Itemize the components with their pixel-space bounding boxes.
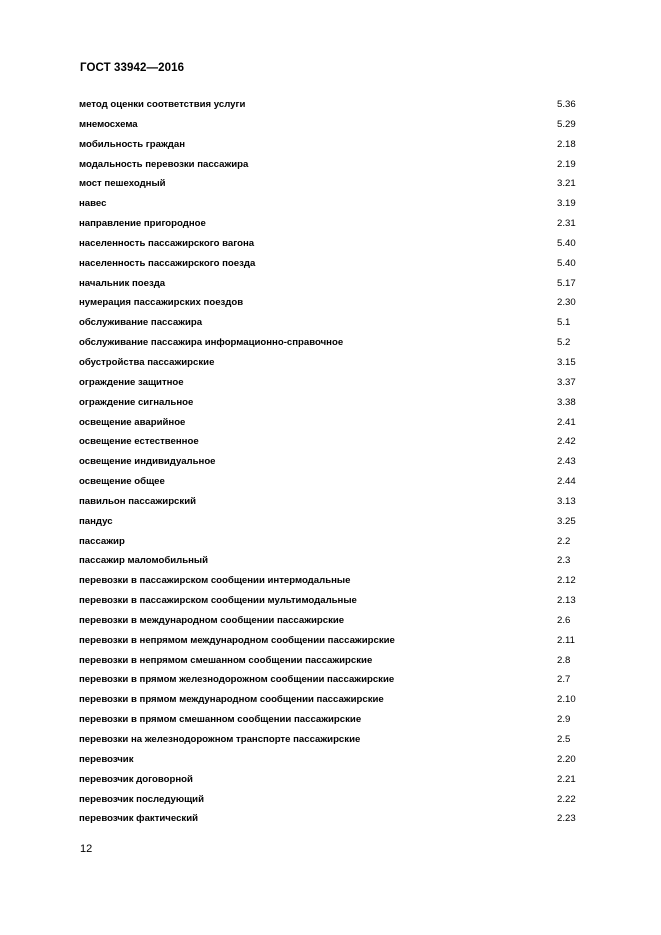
index-entry	[79, 333, 599, 353]
index-reference: 3.38	[557, 396, 576, 408]
index-term: мнемосхема	[79, 118, 138, 130]
index-reference: 2.20	[557, 753, 576, 765]
index-reference: 3.13	[557, 495, 576, 507]
index-term: перевозки в пассажирском сообщении интермодальные	[79, 575, 351, 587]
index-reference: 2.23	[557, 813, 576, 825]
index-term: освещение естественное	[79, 436, 199, 448]
index-entry	[79, 790, 599, 810]
index-reference: 2.8	[557, 654, 571, 666]
index-reference: 5.36	[557, 99, 576, 110]
index-reference: 2.3	[557, 555, 571, 567]
index-entry	[79, 512, 599, 532]
index-entry	[79, 611, 599, 631]
index-term: перевозчик последующий	[79, 793, 204, 805]
index-term: пандус	[79, 515, 113, 527]
index-reference: 5.40	[557, 237, 576, 249]
index-entry	[79, 770, 599, 790]
index-reference: 3.19	[557, 198, 576, 210]
index-reference: 2.6	[557, 614, 571, 626]
index-entry	[79, 651, 599, 671]
index-term: начальник поезда	[79, 277, 166, 289]
index-entry	[79, 194, 599, 214]
index-term: ограждение защитное	[79, 376, 184, 388]
index-entry	[79, 631, 599, 651]
index-term: перевозки в прямом международном сообщении пассажирские	[79, 694, 384, 706]
index-reference: 3.15	[557, 356, 576, 368]
index-reference: 2.41	[557, 416, 576, 428]
index-reference: 3.25	[557, 515, 576, 527]
page-number: 12	[80, 843, 93, 855]
index-entry	[79, 670, 599, 690]
index-reference: 5.29	[557, 118, 576, 130]
index-reference: 2.31	[557, 218, 576, 230]
index-entry	[79, 174, 599, 194]
index-term: навес	[79, 198, 107, 210]
index-term: пассажир	[79, 535, 125, 547]
index-entry	[79, 353, 599, 373]
index-reference: 2.12	[557, 575, 576, 587]
index-entry	[79, 214, 599, 234]
index-term: освещение общее	[79, 476, 165, 488]
index-entry	[79, 254, 599, 274]
index-entry	[79, 591, 599, 611]
index-term: перевозки в пассажирском сообщении мультимодальные	[79, 595, 357, 607]
index-reference: 2.2	[557, 535, 571, 547]
index-term: модальность перевозки пассажира	[79, 158, 249, 170]
index-term: перевозки в непрямом смешанном сообщении пассажирские	[79, 654, 373, 666]
index-term: перевозки в международном сообщении пассажирские	[79, 614, 345, 626]
index-reference: 2.30	[557, 297, 576, 309]
index-term: перевозки в прямом железнодорожном сообщении пассажирские	[79, 674, 395, 686]
index-term: перевозки на железнодорожном транспорте пассажирские	[79, 734, 361, 745]
index-entry	[79, 293, 599, 313]
index-entry	[79, 413, 599, 433]
index-reference: 5.1	[557, 317, 571, 329]
index-entry	[79, 750, 599, 770]
index-term: освещение аварийное	[79, 416, 186, 428]
index-entry	[79, 95, 599, 115]
index-term: населенность пассажирского вагона	[79, 237, 255, 249]
index-term: павильон пассажирский	[79, 495, 196, 507]
index-term: перевозчик	[79, 753, 134, 765]
index-reference: 2.44	[557, 476, 576, 488]
index-entry	[79, 234, 599, 254]
index-term: мобильность граждан	[79, 138, 185, 150]
index-term: мост пешеходный	[79, 178, 166, 190]
index-entry	[79, 393, 599, 413]
index-entry	[79, 492, 599, 512]
index-reference: 2.18	[557, 138, 576, 150]
index-reference: 2.22	[557, 793, 576, 805]
index-entry	[79, 452, 599, 472]
index-reference: 2.11	[557, 634, 575, 646]
index-reference: 2.43	[557, 456, 576, 468]
index-reference: 2.42	[557, 436, 576, 448]
alphabetical-index	[79, 95, 599, 829]
index-entry	[79, 313, 599, 333]
index-reference: 2.9	[557, 714, 571, 726]
index-entry	[79, 532, 599, 552]
index-entry	[79, 690, 599, 710]
index-reference: 5.2	[557, 337, 571, 349]
index-reference: 5.40	[557, 257, 576, 269]
index-reference: 2.19	[557, 158, 576, 170]
index-entry	[79, 373, 599, 393]
index-reference: 3.37	[557, 376, 576, 388]
index-entry	[79, 432, 599, 452]
index-term: нумерация пассажирских поездов	[79, 297, 244, 309]
document-header: ГОСТ 33942—2016	[80, 62, 185, 74]
index-reference: 2.7	[557, 674, 571, 686]
index-term: обустройства пассажирские	[79, 356, 215, 368]
index-entry	[79, 551, 599, 571]
index-entry	[79, 135, 599, 155]
index-term: обслуживание пассажира	[79, 317, 203, 329]
index-entry	[79, 274, 599, 294]
index-term: направление пригородное	[79, 218, 206, 230]
index-term: перевозчик договорной	[79, 773, 193, 785]
index-entry	[79, 809, 599, 829]
index-reference: 5.17	[557, 277, 576, 289]
index-term: метод оценки соответствия услуги	[79, 99, 246, 110]
index-reference: 2.5	[557, 734, 571, 745]
index-term: освещение индивидуальное	[79, 456, 216, 468]
index-term: пассажир маломобильный	[79, 555, 209, 567]
index-entry	[79, 730, 599, 750]
index-term: обслуживание пассажира информационно-справочное	[79, 337, 344, 349]
index-term: перевозчик фактический	[79, 813, 199, 825]
index-entry	[79, 155, 599, 175]
index-entry	[79, 115, 599, 135]
index-entry	[79, 472, 599, 492]
index-term: перевозки в прямом смешанном сообщении пассажирские	[79, 714, 362, 726]
index-entry	[79, 710, 599, 730]
index-entry	[79, 571, 599, 591]
index-term: населенность пассажирского поезда	[79, 257, 256, 269]
index-term: перевозки в непрямом международном сообщении пассажирские	[79, 634, 395, 646]
index-reference: 2.21	[557, 773, 576, 785]
index-term: ограждение сигнальное	[79, 396, 194, 408]
index-reference: 2.10	[557, 694, 576, 706]
index-reference: 2.13	[557, 595, 576, 607]
index-reference: 3.21	[557, 178, 576, 190]
